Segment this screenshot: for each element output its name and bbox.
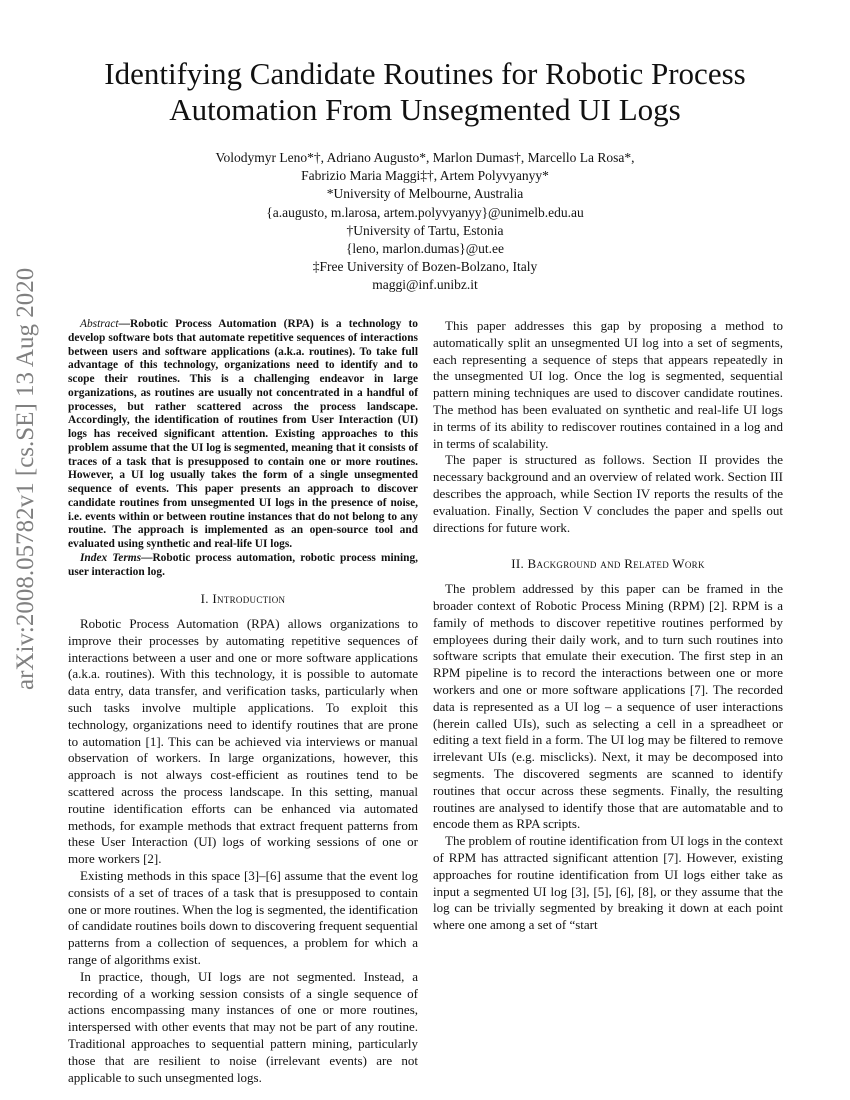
paragraph: The problem addressed by this paper can be framed in the broader context of Robotic Process Mining (RPM) [2]. RPM is a family of methods to discover repetitive routines performed by employees during their daily work, and to turn such routines into software scripts that emulate their execution. The first step in an RPM pipeline is to record the interactions between one or more workers and one or more software applications [7]. The recorded data is represented as a UI log – a sequence of user interactions (herein called UIs), such as selecting a cell in a spreadheet or editing a text field in a form. The UI log may be filtered to remove irrelevant UIs (e.g. misclicks). Next, it may be decomposed into segments. The discovered segments are scanned to identify routines that occur across these segments. Finally, the resulting routines are analysed to identify those that are automatable and to encode them as RPA scripts.: [433, 581, 783, 832]
arxiv-identifier: arXiv:2008.05782v1 [cs.SE] 13 Aug 2020: [12, 267, 39, 690]
affiliation: †University of Tartu, Estonia: [346, 222, 504, 238]
paragraph: Existing methods in this space [3]–[6] assume that the event log consists of a set of traces of a task that is presupposed to contain one or more routines. When the log is segmented, the identification of candidate routines boils down to discovering frequent sequential patterns from a collection of sequences, a problem for which a range of algorithms exist.: [68, 868, 418, 967]
author-names-line: Fabrizio Maria Maggi‡†, Artem Polyvyanyy*: [301, 168, 549, 184]
author-names-line: Volodymyr Leno*†, Adriano Augusto*, Marlon Dumas†, Marcello La Rosa*,: [215, 150, 635, 165]
email: {leno, marlon.dumas}@ut.ee: [345, 241, 505, 257]
index-terms-lead: Index Terms: [80, 551, 142, 564]
section-heading: II. Background and Related Work: [511, 556, 705, 572]
email: maggi@inf.unibz.it: [372, 277, 478, 293]
left-column: [68, 318, 418, 1086]
email: {a.augusto, m.larosa, artem.polyvyanyy}@unimelb.edu.au: [266, 204, 584, 220]
paper-title: Identifying Candidate Routines for Robotic Process Automation From Unsegmented UI Logs: [104, 56, 746, 127]
right-column: [433, 318, 783, 934]
paragraph: This paper addresses this gap by proposing a method to automatically split an unsegmented UI log into a set of segments, each representing a sequence of steps that appears repeatedly in the unsegmented UI log. Once the log is segmented, sequential pattern mining techniques are used to discover candidate routines. The method has been evaluated on synthetic and real-life UI logs in terms of its ability to rediscover routines contained in a log and in terms of scalability.: [433, 318, 783, 451]
author-block: [120, 149, 730, 295]
affiliation: ‡Free University of Bozen-Bolzano, Italy: [312, 259, 538, 275]
abstract-text: —Robotic Process Automation (RPA) is a technology to develop software bots that automate repetitive sequences of interactions between users and software applications (a.k.a. routines). To take full advantage of this technology, organizations need to identify and to scope their routines. This is a challenging endeavor in large organizations, as routines are usually not concentrated in a handful of processes, but rather scattered across the process landscape. Accordingly, the identification of routines from User Interaction (UI) logs has received significant attention. Existing approaches to this problem assume that the UI log is segmented, meaning that it consists of traces of a task that is presupposed to contain one or more routines. However, a UI log usually takes the form of a single unsegmented sequence of events. This paper presents an approach to discover candidate routines from unsegmented UI logs in the presence of noise, i.e. events within or between routine instances that do not belong to any routine. The approach is implemented as an open-source tool and evaluated using synthetic and real-life UI logs.: [68, 318, 418, 550]
abstract-lead: Abstract: [80, 318, 119, 330]
paragraph: The paper is structured as follows. Section II provides the necessary background and an overview of related work. Section III describes the approach, while Section IV reports the results of the evaluation. Finally, Section V concludes the paper and spells out directions for future work.: [433, 452, 783, 535]
affiliation: *University of Melbourne, Australia: [326, 186, 524, 202]
section-heading: I. Introduction: [200, 591, 286, 607]
paragraph: Robotic Process Automation (RPA) allows organizations to improve their processes by automating repetitive sequences of interactions between a user and one or more software applications (a.k.a. routines). With this technology, it is possible to automate data entry, data transfer, and verification tasks, particularly when such tasks involve multiple applications. To exploit this technology, organizations need to identify routines that are prone to automation [1]. This can be achieved via interviews or manual observation of workers. In large organizations, however, this approach is not always cost-efficient as routines tend to be scattered across the process landscape. In this setting, manual routine identification efforts can be enhanced via automated methods, for example methods that extract frequent patterns from these User Interaction (UI) logs of working sessions of one or more workers [2].: [68, 616, 418, 867]
index-terms: [68, 552, 418, 580]
abstract: [68, 318, 418, 552]
index-terms-text: —Robotic process automation, robotic process mining, user interaction log.: [68, 551, 418, 578]
paragraph: In practice, though, UI logs are not segmented. Instead, a recording of a working session consists of a single sequence of actions encompassing many instances of one or more routines, interspersed with other events that may not be part of any routine. Traditional approaches to sequential pattern mining, particularly those that are resilient to noise (irrelevant events) are not applicable to such unsegmented logs.: [68, 968, 418, 1085]
paragraph: The problem of routine identification from UI logs in the context of RPM has attracted significant attention [7]. However, existing approaches for routine identification from UI logs either take as input a segmented UI log [3], [5], [6], [8], or they assume that the log can be trivially segmented by breaking it down at each point where one among a set of “start: [433, 833, 783, 933]
